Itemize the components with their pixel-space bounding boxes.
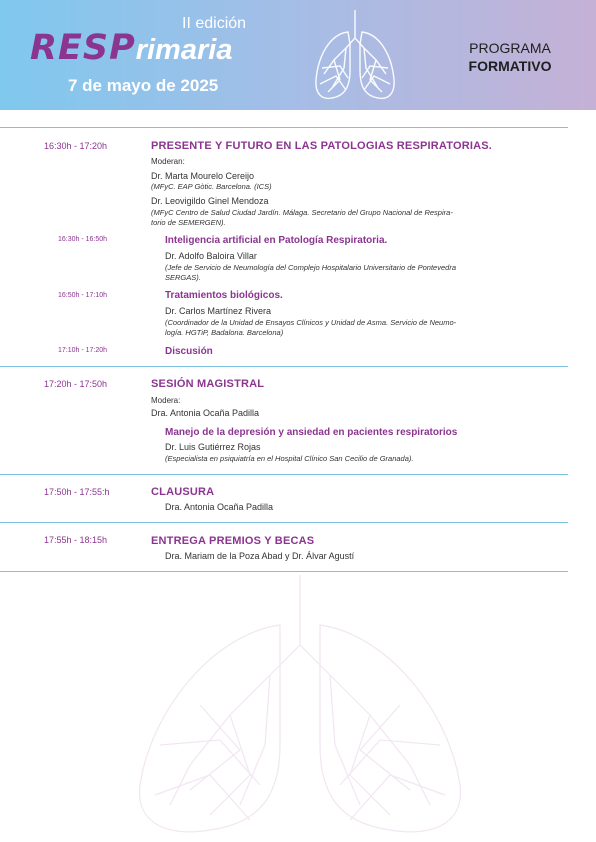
lungs-watermark-icon [130, 575, 470, 837]
speaker-name: Dr. Adolfo Baloira Villar [165, 251, 257, 261]
block-time: 17:55h - 18:15h [44, 535, 108, 545]
speaker-name: Dr. Carlos Martínez Rivera [165, 306, 272, 316]
block-time: 17:20h - 17:50h [44, 379, 108, 389]
divider [0, 366, 568, 367]
talk-time: 16:30h - 16:50h [58, 236, 108, 243]
event-date: 7 de mayo de 2025 [68, 76, 219, 95]
moderators-label: Moderan: [151, 157, 185, 166]
divider [0, 127, 568, 128]
speaker-name: Dra. Mariam de la Poza Abad y Dr. Álvar Agustí [165, 551, 355, 561]
moderator-label: Modera: [151, 396, 181, 405]
talk-title: Manejo de la depresión y ansiedad en pacientes respiratorios [165, 427, 458, 438]
moderator-name: Dr. Marta Mourelo Cereijo [151, 171, 255, 181]
moderator-name: Dr. Leovigildo Ginel Mendoza [151, 196, 269, 206]
block-title: PRESENTE Y FUTURO EN LAS PATOLOGIAS RESPIRATORIAS. [151, 140, 493, 152]
moderator-desc: (MFyC Centro de Salud Ciudad Jardín. Málaga. Secretario del Grupo Nacional de Respira- [151, 208, 453, 217]
moderator-desc: (MFyC. EAP Gòtic. Barcelona. (ICS) [151, 182, 272, 191]
speaker-desc: (Jefe de Servicio de Neumología del Complejo Hospitalario Universitario de Pontevedra [165, 263, 456, 272]
speaker-desc: (Especialista en psiquiatría en el Hospital Clínico San Cecilio de Granada). [165, 454, 414, 463]
moderator-name: Dra. Antonia Ocaña Padilla [151, 408, 260, 418]
divider [0, 571, 568, 572]
talk-title: Inteligencia artificial en Patología Respiratoria. [165, 235, 388, 246]
divider [0, 522, 568, 523]
resprimaria-logo: RESPrimaria [30, 28, 233, 68]
moderator-desc: torio de SEMERGEN). [151, 218, 226, 227]
speaker-desc: (Coordinador de la Unidad de Ensayos Clínicos y Unidad de Asma. Servicio de Neumo- [165, 318, 457, 327]
header-banner [0, 0, 596, 110]
divider [0, 474, 568, 475]
block-title: SESIÓN MAGISTRAL [151, 378, 265, 390]
block-title: CLAUSURA [151, 486, 215, 498]
speaker-desc: logía. HGTiP, Badalona. Barcelona) [165, 328, 284, 337]
speaker-desc: SERGAS). [165, 273, 201, 282]
speaker-name: Dr. Luis Gutiérrez Rojas [165, 442, 261, 452]
block-time: 17:50h - 17:55:h [44, 487, 110, 497]
lungs-icon [310, 8, 400, 104]
program-title: PROGRAMA FORMATIVO [468, 40, 552, 74]
talk-time: 17:10h - 17:20h [58, 347, 108, 354]
block-title: ENTREGA PREMIOS Y BECAS [151, 535, 315, 547]
block-time: 16:30h - 17:20h [44, 141, 108, 151]
talk-title: Tratamientos biológicos. [165, 290, 283, 301]
talk-title: Discusión [165, 346, 213, 357]
speaker-name: Dra. Antonia Ocaña Padilla [165, 502, 274, 512]
edition-label: II edición [182, 15, 247, 32]
talk-time: 16:50h - 17:10h [58, 292, 108, 299]
